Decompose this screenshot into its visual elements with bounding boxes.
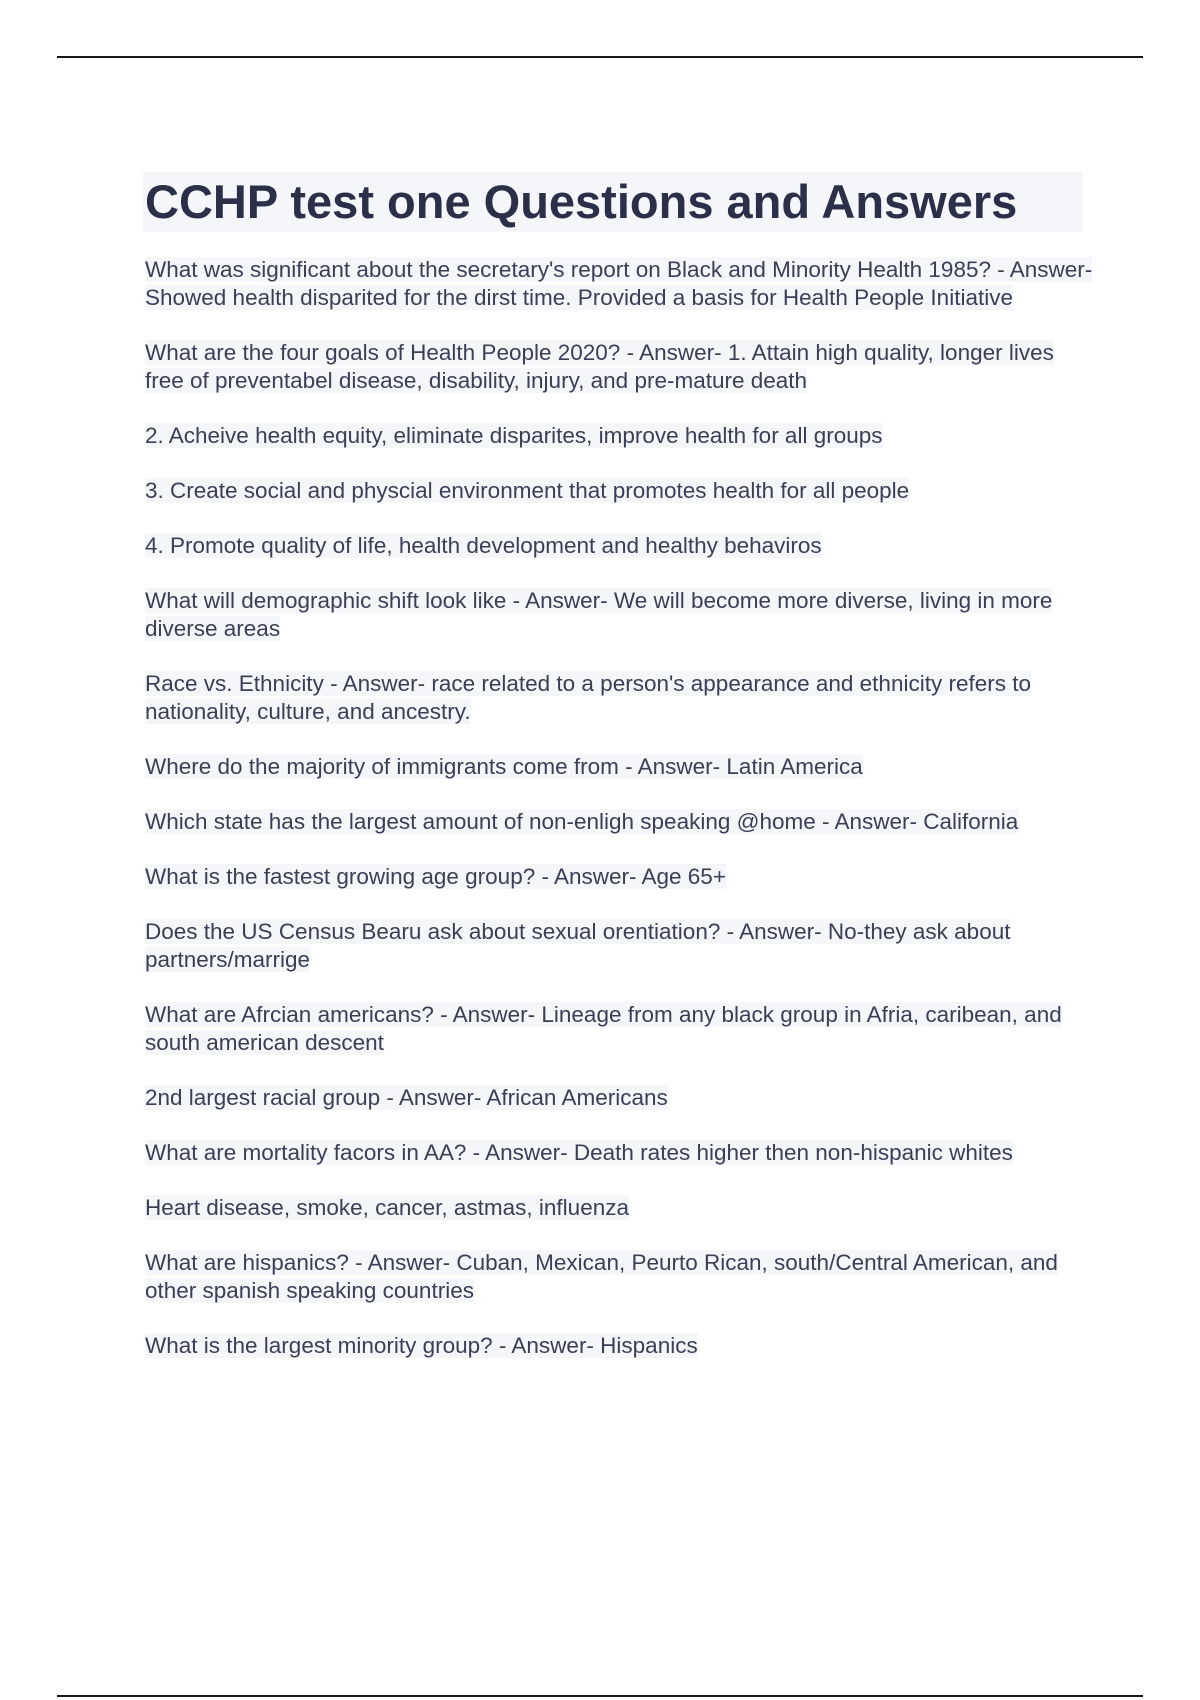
qa-entry: What are hispanics? - Answer- Cuban, Mexican, Peurto Rican, south/Central American, and other spanish speaking countries [145,1250,1058,1303]
qa-entry: What are Afrcian americans? - Answer- Lineage from any black group in Afria, caribean, and south american descent [145,1002,1062,1055]
qa-entry: Where do the majority of immigrants come from - Answer- Latin America [145,754,863,779]
bottom-rule [57,1695,1143,1697]
top-rule [57,56,1143,58]
qa-entry: Race vs. Ethnicity - Answer- race related to a person's appearance and ethnicity refers to nationality, culture, and ancestry. [145,671,1031,724]
page-title: CCHP test one Questions and Answers [143,172,1083,232]
qa-entry: 3. Create social and physcial environment that promotes health for all people [145,478,910,503]
qa-list [143,256,1093,1360]
qa-entry: 2nd largest racial group - Answer- African Americans [145,1085,668,1110]
qa-entry: What are the four goals of Health People 2020? - Answer- 1. Attain high quality, longer lives free of preventabel disease, disability, injury, and pre-mature death [145,340,1054,393]
document-body [143,172,1093,1387]
qa-entry: 4. Promote quality of life, health development and healthy behaviros [145,533,822,558]
qa-entry: What is the largest minority group? - Answer- Hispanics [145,1333,698,1358]
qa-entry: What was significant about the secretary's report on Black and Minority Health 1985? - Answer- Showed health disparited for the dirst time. Provided a basis for Health People Initiative [145,257,1093,310]
qa-entry: What is the fastest growing age group? - Answer- Age 65+ [145,864,726,889]
qa-entry: 2. Acheive health equity, eliminate disparites, improve health for all groups [145,423,883,448]
qa-entry: Heart disease, smoke, cancer, astmas, influenza [145,1195,629,1220]
qa-entry: Does the US Census Bearu ask about sexual orentiation? - Answer- No-they ask about partners/marrige [145,919,1011,972]
qa-entry: What will demographic shift look like - Answer- We will become more diverse, living in more diverse areas [145,588,1053,641]
qa-entry: Which state has the largest amount of non-enligh speaking @home - Answer- California [145,809,1019,834]
qa-entry: What are mortality facors in AA? - Answer- Death rates higher then non-hispanic whites [145,1140,1013,1165]
